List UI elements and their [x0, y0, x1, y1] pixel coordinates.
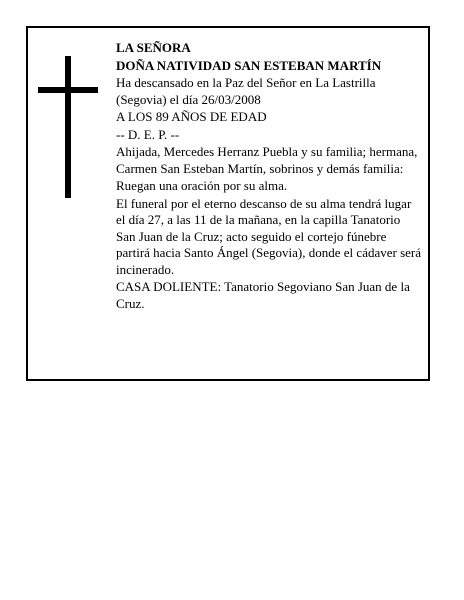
mourning-house: CASA DOLIENTE: Tanatorio Segoviano San Juan de la Cruz. [116, 279, 410, 311]
prayer-request: Ruegan una oración por su alma. [116, 178, 288, 193]
obituary-notice [26, 26, 430, 381]
age-line: A LOS 89 AÑOS DE EDAD [116, 109, 267, 124]
rest-statement: Ha descansado en la Paz del Señor en La Lastrilla (Segovia) el día 26/03/2008 [116, 75, 376, 107]
family-line: Ahijada, Mercedes Herranz Puebla y su familia; hermana, Carmen San Esteban Martín, sobrinos y demás familia: [116, 144, 418, 176]
cross-vertical-bar [65, 56, 71, 198]
rip-line: -- D. E. P. -- [116, 126, 180, 142]
notice-title: LA SEÑORA [116, 40, 191, 55]
notice-text [116, 40, 422, 313]
latin-cross-icon [38, 56, 98, 198]
deceased-name: DOÑA NATIVIDAD SAN ESTEBAN MARTÍN [116, 57, 382, 73]
cross-horizontal-bar [38, 87, 98, 93]
funeral-details: El funeral por el eterno descanso de su alma tendrá lugar el día 27, a las 11 de la mañana, en la capilla Tanatorio San Juan de la Cruz; acto seguido el cortejo fúnebre partirá hacia Santo Ángel (Segovia), donde el cádaver será incinerado. [116, 195, 422, 277]
